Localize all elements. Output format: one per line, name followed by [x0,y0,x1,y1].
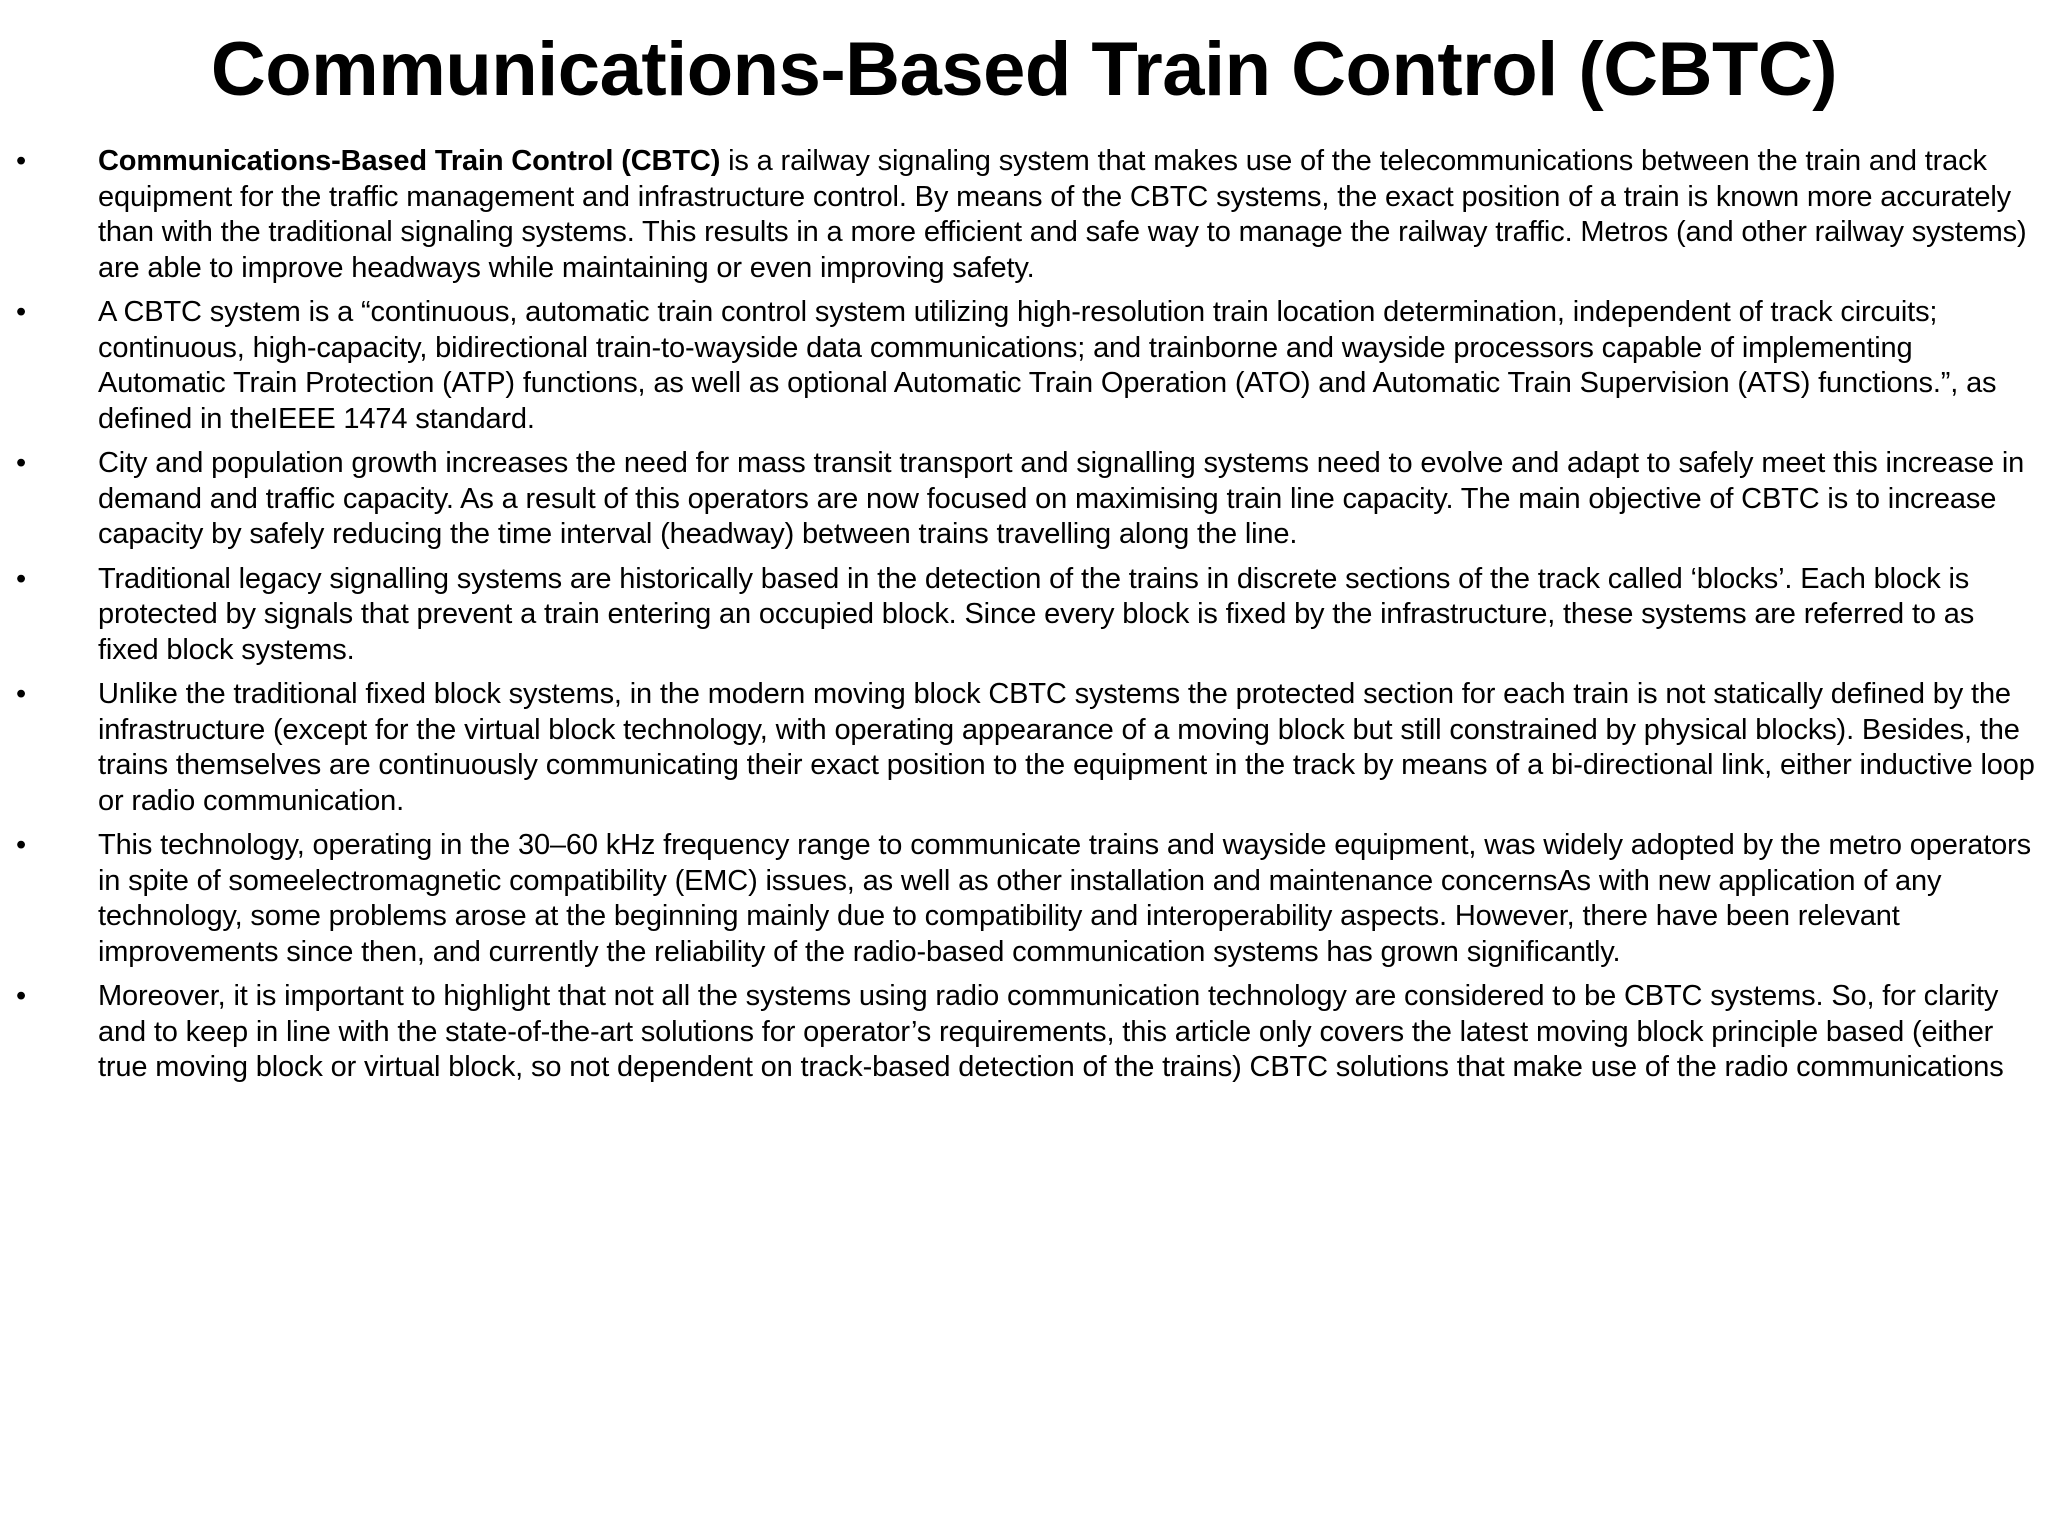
bullet-text: City and population growth increases the need for mass transit transport and signalling systems need to evolve and adapt to safely meet this increase in demand and traffic capacity. As a result of this operators are now focused on maximising train line capacity. The main objective of CBTC is to increase capacity by safely reducing the time interval (headway) between trains travelling along the line. [98,447,2025,550]
bullet-icon: • [16,447,27,479]
bullet-bold-lead: Communications-Based Train Control (CBTC) [98,145,721,177]
bullet-item [0,677,2040,819]
bullet-item [0,828,2040,970]
bullet-item [0,446,2040,553]
bullet-list [0,144,2040,1095]
bullet-text [98,145,2027,284]
bullet-icon: • [16,678,27,710]
bullet-icon: • [16,145,27,177]
bullet-item [0,562,2040,669]
bullet-item [0,295,2040,437]
bullet-text: Traditional legacy signalling systems are historically based in the detection of the trains in discrete sections of the track called ‘blocks’. Each block is protected by signals that prevent a train entering an occupied block. Since every block is fixed by the infrastructure, these systems are referred to as fixed block systems. [98,562,1975,666]
bullet-text: A CBTC system is a “continuous, automatic train control system utilizing high-resolution train location determination, independent of track circuits; continuous, high-capacity, bidirectional train-to-wayside data communications; and trainborne and wayside processors capable of implementing Automatic Train Protection (ATP) functions, as well as optional Automatic Train Operation (ATO) and Automatic Train Supervision (ATS) functions.”, as defined in theIEEE 1474 standard. [98,296,1997,435]
bullet-text: This technology, operating in the 30–60 kHz frequency range to communicate trains and wayside equipment, was widely adopted by the metro operators in spite of someelectromagnetic compatibility (EMC) issues, as well as other installation and maintenance concernsAs with new application of any technology, some problems arose at the beginning mainly due to compatibility and interoperability aspects. However, there have been relevant improvements since then, and currently the reliability of the radio-based communication systems has grown significantly. [98,829,2031,968]
bullet-icon: • [16,562,27,595]
bullet-text: Unlike the traditional fixed block systems, in the modern moving block CBTC systems the protected section for each train is not statically defined by the infrastructure (except for the virtual block technology, with operating appearance of a moving block but still constrained by physical blocks). Besides, the trains themselves are continuously communicating their exact position to the equipment in the track by means of a bi-directional link, either inductive loop or radio communication. [98,678,2035,817]
slide-title: Communications-Based Train Control (CBTC) [210,27,1838,112]
bullet-item [0,144,2040,286]
bullet-icon: • [16,296,27,328]
bullet-text: Moreover, it is important to highlight that not all the systems using radio communication technology are considered to be CBTC systems. So, for clarity and to keep in line with the state-of-the-art solutions for operator’s requirements, this article only covers the latest moving block principle based (either true moving block or virtual block, so not dependent on track-based detection of the trains) CBTC solutions that make use of the radio communications [98,980,2004,1083]
bullet-icon: • [16,980,27,1012]
bullet-body: is a railway signaling system that makes use of the telecommunications between the train and track equipment for the traffic management and infrastructure control. By means of the CBTC systems, the exact position of a train is known more accurately than with the traditional signaling systems. This results in a more efficient and safe way to manage the railway traffic. Metros (and other railway systems) are able to improve headways while maintaining or even improving safety. [98,145,2027,284]
bullet-icon: • [16,829,27,861]
bullet-item [0,979,2040,1086]
